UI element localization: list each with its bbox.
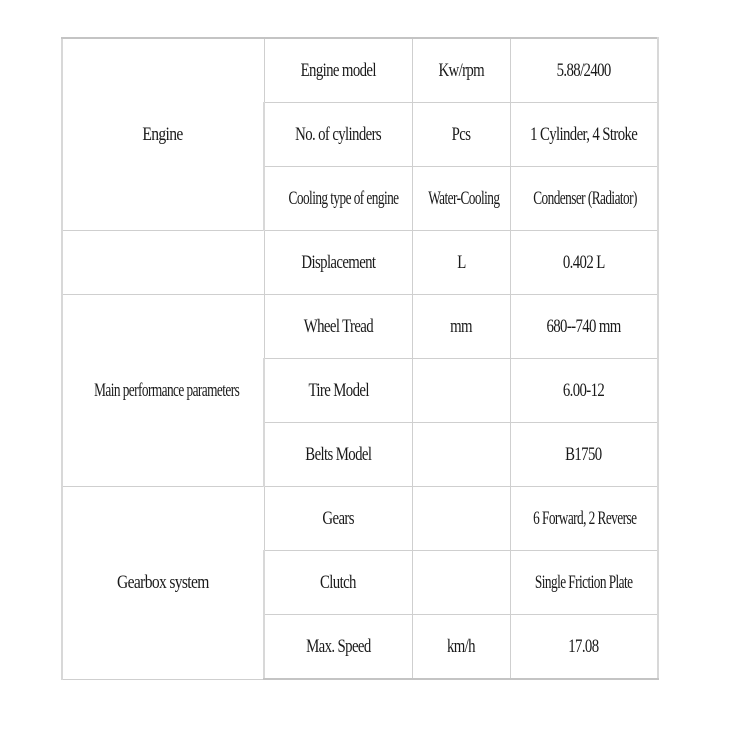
value-cell: 6 Forward, 2 Reverse — [510, 487, 658, 551]
param-cell: Belts Model — [264, 423, 412, 487]
unit-cell: Pcs — [412, 103, 510, 167]
table-row — [62, 231, 658, 295]
unit-cell — [412, 487, 510, 551]
group-label-engine: Engine — [62, 38, 264, 231]
table-row — [62, 487, 658, 551]
spec-table — [61, 37, 659, 680]
unit-cell — [412, 359, 510, 423]
param-cell: Max. Speed — [264, 615, 412, 680]
param-cell: Clutch — [264, 551, 412, 615]
value-cell: Single Friction Plate — [510, 551, 658, 615]
param-cell: Tire Model — [264, 359, 412, 423]
value-cell: 6.00-12 — [510, 359, 658, 423]
param-cell: Engine model — [264, 38, 412, 103]
param-cell: No. of cylinders — [264, 103, 412, 167]
group-label-empty — [62, 231, 264, 295]
group-label-gearbox: Gearbox system — [62, 487, 264, 680]
param-cell: Wheel Tread — [264, 295, 412, 359]
group-label-main-performance: Main performance parameters — [62, 295, 264, 487]
unit-cell — [412, 551, 510, 615]
unit-cell: Kw/rpm — [412, 38, 510, 103]
param-cell: Cooling type of engine — [264, 167, 412, 231]
value-cell: 680--740 mm — [510, 295, 658, 359]
unit-cell — [412, 423, 510, 487]
value-cell: 5.88/2400 — [510, 38, 658, 103]
param-cell: Gears — [264, 487, 412, 551]
table-row — [62, 38, 658, 103]
param-cell: Displacement — [264, 231, 412, 295]
unit-cell: Water-Cooling — [412, 167, 510, 231]
unit-cell: L — [412, 231, 510, 295]
value-cell: B1750 — [510, 423, 658, 487]
unit-cell: km/h — [412, 615, 510, 680]
value-cell: 1 Cylinder, 4 Stroke — [510, 103, 658, 167]
value-cell: 17.08 — [510, 615, 658, 680]
value-cell: Condenser (Radiator) — [510, 167, 658, 231]
unit-cell: mm — [412, 295, 510, 359]
value-cell: 0.402 L — [510, 231, 658, 295]
table-row — [62, 295, 658, 359]
